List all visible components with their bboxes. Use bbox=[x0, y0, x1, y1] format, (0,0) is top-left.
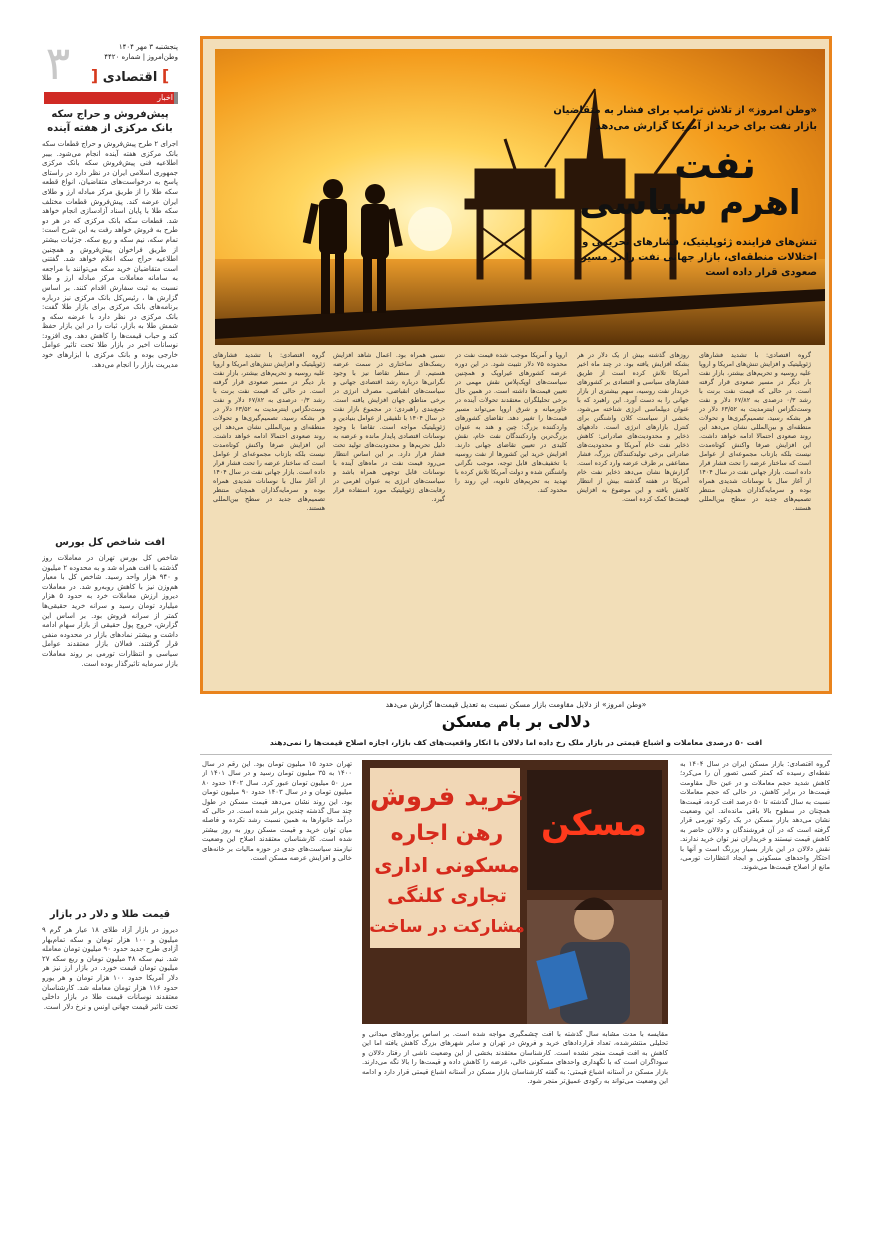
housing-column-2: مقایسه با مدت مشابه سال گذشته با افت چشمگیری مواجه شده است. بر اساس برآوردهای میدانی و تحلیلی منتشرشده، تعداد قراردادهای خرید و فروش در تهران و سایر شهرهای بزرگ کاهش یافته اما این کاهش به افت قیمت منجر نشده است. کارشناسان معتقدند بخشی از این وضعیت ناشی از رفتار دلالان و سوداگران است که با نگهداری واحدهای مسکونی خالی، عرضه را کاهش داده و قیمت‌ها را بالا نگه می‌دارند. بازار مسکن در آستانه اشباع قیمتی: به گفته کارشناسان بازار مسکن در آستانه اشباع قیمتی قرار دارد و ادامه این وضعیت می‌تواند به رکودی عمیق‌تر منجر شود. bbox=[362, 1030, 668, 1086]
svg-text:خرید فروش: خرید فروش bbox=[370, 782, 524, 812]
lead-column-3: اروپا و آمریکا موجب شده قیمت نفت در محدوده ۷۵ دلار تثبیت شود. در این دوره عرضه کشورهای غیراوپک و همچنین سیاست‌های اوپک‌پلاس نقش مهمی در تعیین قیمت‌ها داشته است. در همین حال برخی تحلیلگران معتقدند تحولات آینده در خاورمیانه و شرق اروپا می‌تواند مسیر قیمت‌ها را تغییر دهد. تقاضای کشورهای واردکننده بزرگ: چین و هند به عنوان بزرگ‌ترین واردکنندگان نفت خام، نقش کلیدی در تعیین تقاضای جهانی دارند. افزایش خرید این کشورها از نفت روسیه با تخفیف‌های قابل توجه، موجب نگرانی واشنگتن شده و دولت آمریکا تلاش کرده با تهدید به تحریم‌های ثانویه، این روند را محدود کند. bbox=[455, 351, 567, 494]
divider bbox=[200, 754, 832, 755]
svg-text:رهن اجاره: رهن اجاره bbox=[390, 821, 504, 846]
svg-text:مسکن: مسکن bbox=[540, 804, 648, 844]
sidebar-body-bourse: شاخص کل بورس تهران در معاملات روز گذشته با افت همراه شد و به محدوده ۲ میلیون و ۹۴۰ هزار واحد رسید. شاخص کل با معیار هم‌وزن نیز با کاهش روبه‌رو شد. در معاملات دیروز ارزش معاملات خرد به حدود ۵ هزار میلیارد تومان رسید و سرانه خرید حقیقی‌ها کمتر از سرانه فروش بود. بر اساس این گزارش، خروج پول حقیقی از بازار سهام ادامه داشت و بیشتر نمادهای بازار در محدوده منفی قرار گرفتند. فعالان بازار معتقدند عوامل سیاسی و انتظارات تورمی بر روند معاملات بازار سرمایه تاثیرگذار بوده است. bbox=[42, 554, 178, 668]
masthead bbox=[36, 36, 178, 90]
lead-subtitle: تنش‌های فزاینده ژئوپلیتیک، فشارهای تحریمی و اختلالات منطقه‌ای، بازار جهانی نفت را در مسیر صعودی قرار داده است bbox=[580, 237, 817, 278]
svg-text:مشارکت در ساخت: مشارکت در ساخت bbox=[369, 917, 525, 937]
sidebar-body-coin: اجرای ۲ طرح پیش‌فروش و حراج قطعات سکه بانک مرکزی هفته آینده انجام می‌شود. بیبر اطلاعیه فنی پیش‌فروش سکه بانک مرکزی جمهوری اسلامی ایران در نظر دارد در راستای پاسخ به درخواست‌های متقاضیان، انواع قطعه سکه طلا را از طریق مرکز مبادله ارز و طلای ایران عرضه کند. پیش‌فروش قطعات مختلف سکه طلا با پایان اسناد آزادسازی انجام خواهد شد. قطعات سکه بانک مرکزی که در هر دو طرح به فروش خواهد رفت به این شرح است: تمام سکه، نیم سکه و ربع سکه. جزئیات بیشتر از طریق فراخوان پیش‌فروش و همچنین اطلاعیه حراج سکه اعلام خواهد شد. گفتنی است متقاضیان خرید سکه می‌توانند با مراجعه به سامانه معاملات مرکز مبادله ارز و طلا نسبت به ثبت سفارش اقدام کنند. بر اساس گزارش ها ، رئیس‌کل بانک مرکزی نیز درباره برنامه‌های بانک مرکزی برای بازار طلا گفت: بانک مرکزی در نظر دارد با عرضه سکه و شمش طلا به بازار، ثبات را در این بازار حفظ کند و حباب قیمت‌ها را کاهش دهد. وی افزود: نوسانات اخیر در بازار طلا تحت تاثیر عوامل خارجی بوده و بانک مرکزی با ابزارهای خود مدیریت بازار را انجام می‌دهد. bbox=[42, 140, 178, 369]
svg-text:مسکونی اداری: مسکونی اداری bbox=[374, 853, 520, 877]
bracket-left: [ bbox=[90, 66, 99, 85]
lead-kicker: «وطن امروز» از تلاش ترامپ برای فشار به متقاضیان بازار نفت برای خرید از آمریکا گزارش می‌دهد bbox=[553, 105, 817, 132]
housing-column-3: تهران حدود ۱۵ میلیون تومان بود. این رقم در سال ۱۴۰۰ به ۳۵ میلیون تومان رسید و در سال ۱۴۰۱ از مرز ۵۰ میلیون تومان عبور کرد. سال ۱۴۰۲ حدود ۸۰ میلیون تومان و در سال ۱۴۰۳ حدود ۹۰ میلیون تومان بود. این روند نشان می‌دهد قیمت مسکن در طول چند سال گذشته چندین برابر شده است. در حالی که درآمد خانوارها به همین نسبت رشد نکرده و فاصله میان توان خرید و قیمت مسکن روز به روز بیشتر شده است. کارشناسان معتقدند اصلاح این وضعیت نیازمند سیاست‌های جدی در حوزه مالیات بر خانه‌های خالی و افزایش عرضه مسکن است. bbox=[202, 760, 352, 863]
news-label-bar bbox=[44, 92, 178, 104]
section-name: اقتصادی bbox=[102, 70, 158, 85]
real-estate-office-photo bbox=[362, 760, 668, 1024]
masthead-dateline bbox=[82, 42, 178, 62]
sidebar bbox=[36, 36, 178, 1236]
news-label: اخبار bbox=[157, 93, 173, 102]
bracket-right: ] bbox=[161, 66, 170, 85]
lead-title-line2: اهرم سیاسی bbox=[579, 183, 801, 223]
lead-title-line1: نفت bbox=[674, 143, 756, 187]
news-bar-accent bbox=[174, 92, 178, 104]
section-title bbox=[82, 66, 178, 85]
lead-column-1: گروه اقتصادی: با تشدید فشارهای ژئوپلیتیک و افزایش تنش‌های امریکا و اروپا علیه روسیه و تحریم‌های بیشتر، بازار نفت بار دیگر در مسیر صعودی قرار گرفته است. در حالی که قیمت نفت برنت با رشد ۰/۳ درصدی به ۶۷/۸۲ دلار و نفت وست‌تگزاس اینترمدیت به ۶۳/۵۲ دلار در هر بشکه رسید، تصمیم‌گیری‌ها و تحولات منطقه‌ای و بین‌المللی نشان می‌دهد این روند صعودی احتمالا ادامه خواهد داشت. این افزایش صرفا واکنش کوتاه‌مدت نیست بلکه بازتاب مجموعه‌ای از عوامل است که ساختار عرضه را تحت فشار قرار داده است. بازار جهانی نفت در سال ۱۴۰۴ از آغاز سال با نوسانات شدیدی همراه بوده و سرمایه‌گذاران همچنان منتظر تصمیم‌های جدید در سطح بین‌المللی هستند. bbox=[699, 351, 811, 512]
lead-column-2: روزهای گذشته بیش از یک دلار در هر بشکه افزایش یافته بود. در چند ماه اخیر آمریکا تلاش کرده است از طریق فشارهای سیاسی و اقتصادی بر کشورهای خریدار نفت روسیه، سهم بیشتری از بازار جهانی را به دست آورد. این راهبرد که با عنوان دیپلماسی انرژی شناخته می‌شود، بخشی از سیاست کلان واشنگتن برای کنترل بازارهای انرژی است. دادههای ذخایر و محدودیت‌های صادراتی: کاهش ذخایر نفت خام آمریکا و محدودیت‌های صادراتی برخی تولیدکنندگان بزرگ، فشار مضاعفی بر طرف عرضه وارد کرده است. گزارش‌ها نشان می‌دهد ذخایر نفت خام آمریکا در هفته گذشته بیش از انتظار کاهش یافته و این موضوع به افزایش قیمت‌ها کمک کرده است. bbox=[577, 351, 689, 503]
sidebar-headline-coin: پیش‌فروش و حراج سکه بانک مرکزی از هفته آینده bbox=[47, 109, 173, 134]
lead-story-box bbox=[200, 36, 832, 694]
housing-column-1: گروه اقتصادی: بازار مسکن ایران در سال ۱۴۰۴ به نقطه‌ای رسیده که کمتر کسی تصور آن را می‌کرد؛ کاهش شدید حجم معاملات و در عین حال مقاومت قیمت‌ها در برابر کاهش. در حالی که حجم معاملات نسبت به سال گذشته تا ۵۰ درصد افت کرده، قیمت‌ها همچنان در سطوح بالا باقی مانده‌اند. این وضعیت نشان می‌دهد بازار مسکن در یک رکود تورمی قرار گرفته است که در آن فروشندگان و دلالان حاضر به کاهش قیمت نیستند و خریداران نیز توان خرید ندارند. نقش دلالان در این بازار بسیار پررنگ است و آنها با احتکار واحدهای مسکونی و ایجاد انتظارات تورمی، مانع از اصلاح قیمت‌ها می‌شوند. bbox=[680, 760, 830, 872]
sidebar-body-gold: دیروز در بازار آزاد طلای ۱۸ عیار هر گرم ۹ میلیون و ۱۰۰ هزار تومان و سکه تمام‌بهار آزادی طرح جدید حدود ۹۰ میلیون تومان معامله شد. نیم سکه ۴۸ میلیون تومان و ربع سکه ۲۷ میلیون تومان قیمت خورد. در بازار ارز نیز هر دلار آمریکا حدود ۱۰۰ هزار تومان و هر یورو حدود ۱۱۶ هزار تومان معامله شد. کارشناسان معتقدند نوسانات قیمت طلا در بازار داخلی تحت تاثیر قیمت جهانی اونس و نرخ دلار است. bbox=[42, 926, 178, 1011]
issue-line: وطن‌امروز | شماره ۴۴۲۰ bbox=[104, 53, 178, 61]
sidebar-headline-gold: قیمت طلا و دلار در بازار bbox=[49, 909, 171, 920]
page-number: ۳ bbox=[45, 36, 71, 90]
lead-column-4: نسبی همراه بود. اعمال شاهد افزایش ریسک‌های ساختاری در سمت عرضه هستیم. از منظر تقاضا نیز با وجود نگرانی‌ها درباره رشد اقتصادی جهانی و سیاست‌های انقباضی، مصرف انرژی در برخی مناطق جهان افزایش یافته است. جمع‌بندی راهبردی: در مجموع بازار نفت در سال ۱۴۰۴ با تلفیقی از عوامل بنیادین و ژئوپلیتیک مواجه است. تقاضا با وجود نوسانات اقتصادی پایدار مانده و عرضه به دلیل تحریم‌ها و محدودیت‌های تولید تحت فشار قرار دارد. بر این اساس انتظار می‌رود قیمت نفت در ماه‌های آینده با نوسانات قابل توجهی همراه باشد و سیاست‌های انرژی به عنوان اهرمی در رقابت‌های ژئوپلیتیک مورد استفاده قرار گیرد. bbox=[333, 351, 445, 503]
lead-column-5: گروه اقتصادی: با تشدید فشارهای ژئوپلیتیک و افزایش تنش‌های امریکا و اروپا علیه روسیه و تحریم‌های بیشتر، بازار نفت بار دیگر در مسیر صعودی قرار گرفته است. در حالی که قیمت نفت برنت با رشد ۰/۳ درصدی به ۶۷/۸۲ دلار و نفت وست‌تگزاس اینترمدیت به ۶۳/۵۲ دلار در هر بشکه رسید، تصمیم‌گیری‌ها و تحولات منطقه‌ای و بین‌المللی نشان می‌دهد این روند صعودی احتمالا ادامه خواهد داشت. این افزایش صرفا واکنش کوتاه‌مدت نیست بلکه بازتاب مجموعه‌ای از عوامل است که ساختار عرضه را تحت فشار قرار داده است. بازار جهانی نفت در سال ۱۴۰۴ از آغاز سال با نوسانات شدیدی همراه بوده و سرمایه‌گذاران همچنان منتظر تصمیم‌های جدید در سطح بین‌المللی هستند. bbox=[213, 351, 325, 512]
housing-kicker: «وطن امروز» از دلایل مقاومت بازار مسکن نسبت به تعدیل قیمت‌ها گزارش می‌دهد bbox=[385, 700, 647, 709]
date-line: پنجشنبه ۳ مهر ۱۴۰۴ bbox=[118, 43, 178, 51]
sidebar-headline-bourse: افت شاخص کل بورس bbox=[55, 537, 165, 548]
housing-title: دلالی بر بام مسکن bbox=[441, 712, 591, 731]
svg-text:تجاری کلنگی: تجاری کلنگی bbox=[387, 885, 507, 907]
housing-subtitle: افت ۵۰ درصدی معاملات و اشباع قیمتی در بازار ملک رخ داده اما دلالان با انکار واقعیت‌های کف بازار، اجازه اصلاح قیمت‌ها را نمی‌دهند bbox=[269, 738, 763, 747]
housing-photo bbox=[362, 760, 668, 1024]
